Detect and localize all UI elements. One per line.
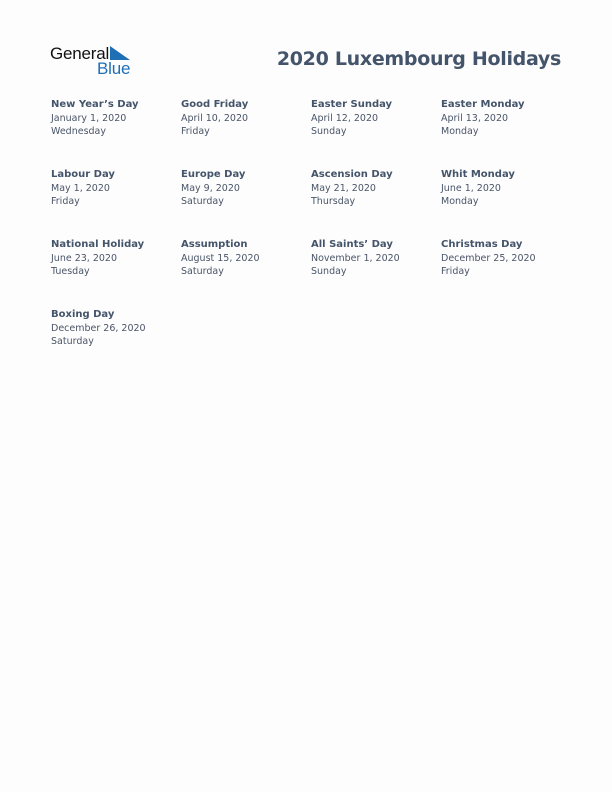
holiday-name: Labour Day <box>51 169 115 180</box>
logo-text-general: General <box>50 44 110 63</box>
holiday-name: Easter Sunday <box>311 99 393 110</box>
holiday-entry <box>311 98 441 168</box>
holiday-grid <box>51 98 571 378</box>
holiday-date: January 1, 2020 <box>51 112 127 124</box>
holiday-date: June 23, 2020 <box>51 252 118 264</box>
holiday-date: June 1, 2020 <box>441 182 501 194</box>
holiday-entry <box>51 168 181 238</box>
logo-flag-icon <box>110 46 130 60</box>
holiday-date: May 1, 2020 <box>51 182 110 194</box>
holiday-entry <box>311 238 441 308</box>
holiday-entry <box>311 168 441 238</box>
holiday-entry <box>181 98 311 168</box>
holiday-date: August 15, 2020 <box>181 252 260 264</box>
holiday-name: Whit Monday <box>441 169 515 180</box>
holiday-entry <box>441 238 571 308</box>
holiday-date: May 9, 2020 <box>181 182 240 194</box>
holiday-name: All Saints’ Day <box>311 239 393 250</box>
holiday-name: Good Friday <box>181 99 249 110</box>
holiday-name: Ascension Day <box>311 169 393 180</box>
holiday-day: Saturday <box>181 266 224 277</box>
page-title: 2020 Luxembourg Holidays <box>276 48 561 70</box>
holiday-entry <box>51 238 181 308</box>
holiday-date: December 25, 2020 <box>441 252 536 264</box>
holiday-entry <box>181 168 311 238</box>
holiday-name: Christmas Day <box>441 239 523 250</box>
holiday-date: May 21, 2020 <box>311 182 376 194</box>
holiday-day: Sunday <box>311 266 347 277</box>
holiday-day: Friday <box>181 126 210 137</box>
holiday-day: Saturday <box>181 196 224 207</box>
holiday-day: Friday <box>441 266 470 277</box>
holiday-name: Boxing Day <box>51 309 115 320</box>
holiday-entry <box>181 238 311 308</box>
holiday-day: Monday <box>441 196 479 207</box>
holiday-entry <box>441 168 571 238</box>
holiday-date: November 1, 2020 <box>311 252 400 264</box>
holiday-day: Monday <box>441 126 479 137</box>
holiday-name: Easter Monday <box>441 99 525 110</box>
generalblue-logo <box>50 44 140 78</box>
holiday-date: April 10, 2020 <box>181 112 249 124</box>
holiday-name: New Year’s Day <box>51 99 139 110</box>
holiday-day: Wednesday <box>51 126 107 137</box>
holiday-name: Assumption <box>181 239 248 250</box>
holiday-date: December 26, 2020 <box>51 322 146 334</box>
holiday-day: Sunday <box>311 126 347 137</box>
holiday-entry <box>51 308 181 378</box>
holiday-day: Friday <box>51 196 80 207</box>
holiday-day: Tuesday <box>51 266 90 277</box>
holiday-date: April 13, 2020 <box>441 112 509 124</box>
holiday-date: April 12, 2020 <box>311 112 379 124</box>
holiday-day: Saturday <box>51 336 94 347</box>
holiday-day: Thursday <box>311 196 356 207</box>
holiday-entry <box>51 98 181 168</box>
holiday-name: Europe Day <box>181 169 246 180</box>
holiday-name: National Holiday <box>51 239 145 250</box>
holiday-entry <box>441 98 571 168</box>
logo-text-blue: Blue <box>97 59 131 78</box>
